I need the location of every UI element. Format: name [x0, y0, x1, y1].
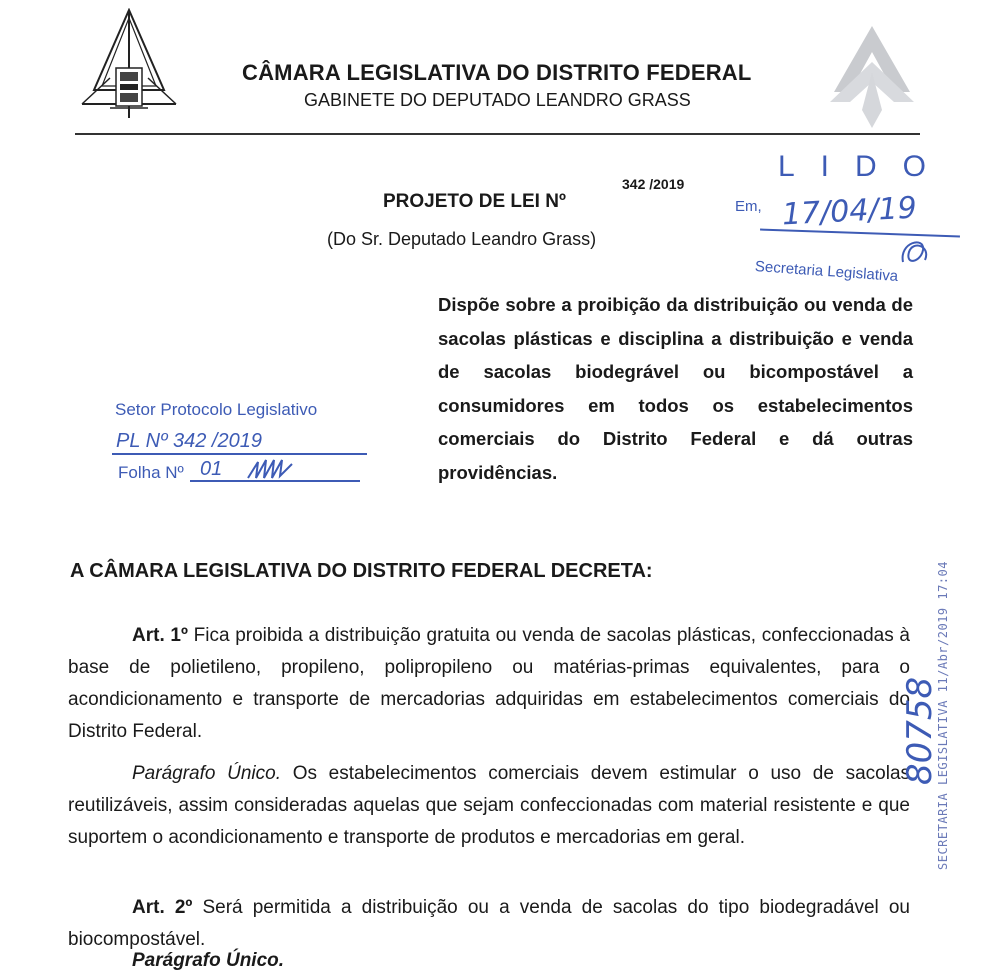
article-2-label: Art. 2º: [132, 897, 193, 918]
watermark-emblem-icon: [828, 22, 916, 132]
protocol-stamp-folha-label: Folha Nº: [118, 463, 184, 482]
article-1-paragraph: [68, 758, 910, 854]
paragraph-label: Parágrafo Único.: [132, 763, 281, 784]
lido-stamp-em-label: Em,: [735, 198, 762, 215]
protocol-stamp-number: PL Nº 342 /2019: [116, 430, 262, 452]
protocol-stamp-rule: [112, 453, 367, 455]
paragraph-text: Os estabelecimentos comerciais devem estimular o uso de sacolas reutilizáveis, assim consideradas aquelas que sejam confeccionadas com material resistente e que suportem o acondicionamento e transporte de produtos e mercadorias em geral.: [68, 763, 911, 848]
protocol-stamp-title: Setor Protocolo Legislativo: [115, 400, 318, 419]
article-2: [68, 892, 910, 956]
protocol-stamp-folha-value: 01: [200, 458, 223, 480]
side-handwritten-number: [900, 620, 960, 790]
side-receipt-stamp-text: SECRETARIA LEGISLATIVA 11/Abr/2019 17:04: [936, 561, 950, 870]
cldf-emblem-icon: [80, 8, 178, 126]
bill-author: (Do Sr. Deputado Leandro Grass): [327, 229, 597, 249]
signature-icon: [895, 232, 935, 272]
decree-heading: A CÂMARA LEGISLATIVA DO DISTRITO FEDERAL DECRETA:: [70, 560, 653, 582]
article-1: [68, 620, 910, 748]
article-1-text: Fica proibida a distribuição gratuita ou venda de sacolas plásticas, confeccionadas à base de polietileno, propileno, polipropileno ou matérias-primas equivalentes, para o acondicionamento e transporte de mercadorias adquiridas em estabelecimentos comerciais do Distrito Federal.: [68, 625, 911, 742]
lido-stamp-department: Secretaria Legislativa: [754, 258, 899, 285]
bill-summary: Dispõe sobre a proibição da distribuição ou venda de sacolas plásticas e disciplina a distribuição e venda de sacolas biodegrável ou bicompostável a consumidores em todos os estabelecimentos comerciais do Distrito Federal e dá outras providências.: [438, 294, 913, 483]
article-1-label: Art. 1º: [132, 625, 188, 646]
article-2-text: Será permitida a distribuição ou a venda de sacolas do tipo biodegradável ou biocompostável.: [68, 897, 910, 950]
institution-title: CÂMARA LEGISLATIVA DO DISTRITO FEDERAL: [242, 60, 752, 85]
next-paragraph-partial: Parágrafo Único.: [132, 950, 285, 971]
bill-title: PROJETO DE LEI Nº: [383, 191, 566, 212]
initials-scribble-icon: [246, 454, 294, 482]
lido-stamp-date: 17/04/19: [781, 190, 918, 233]
lido-stamp-word: LIDO: [778, 150, 953, 183]
bill-number: 342 /2019: [622, 176, 685, 192]
office-subtitle: GABINETE DO DEPUTADO LEANDRO GRASS: [304, 90, 691, 110]
header-divider: [75, 133, 920, 135]
side-handwritten-number-text: 80758: [900, 676, 940, 785]
